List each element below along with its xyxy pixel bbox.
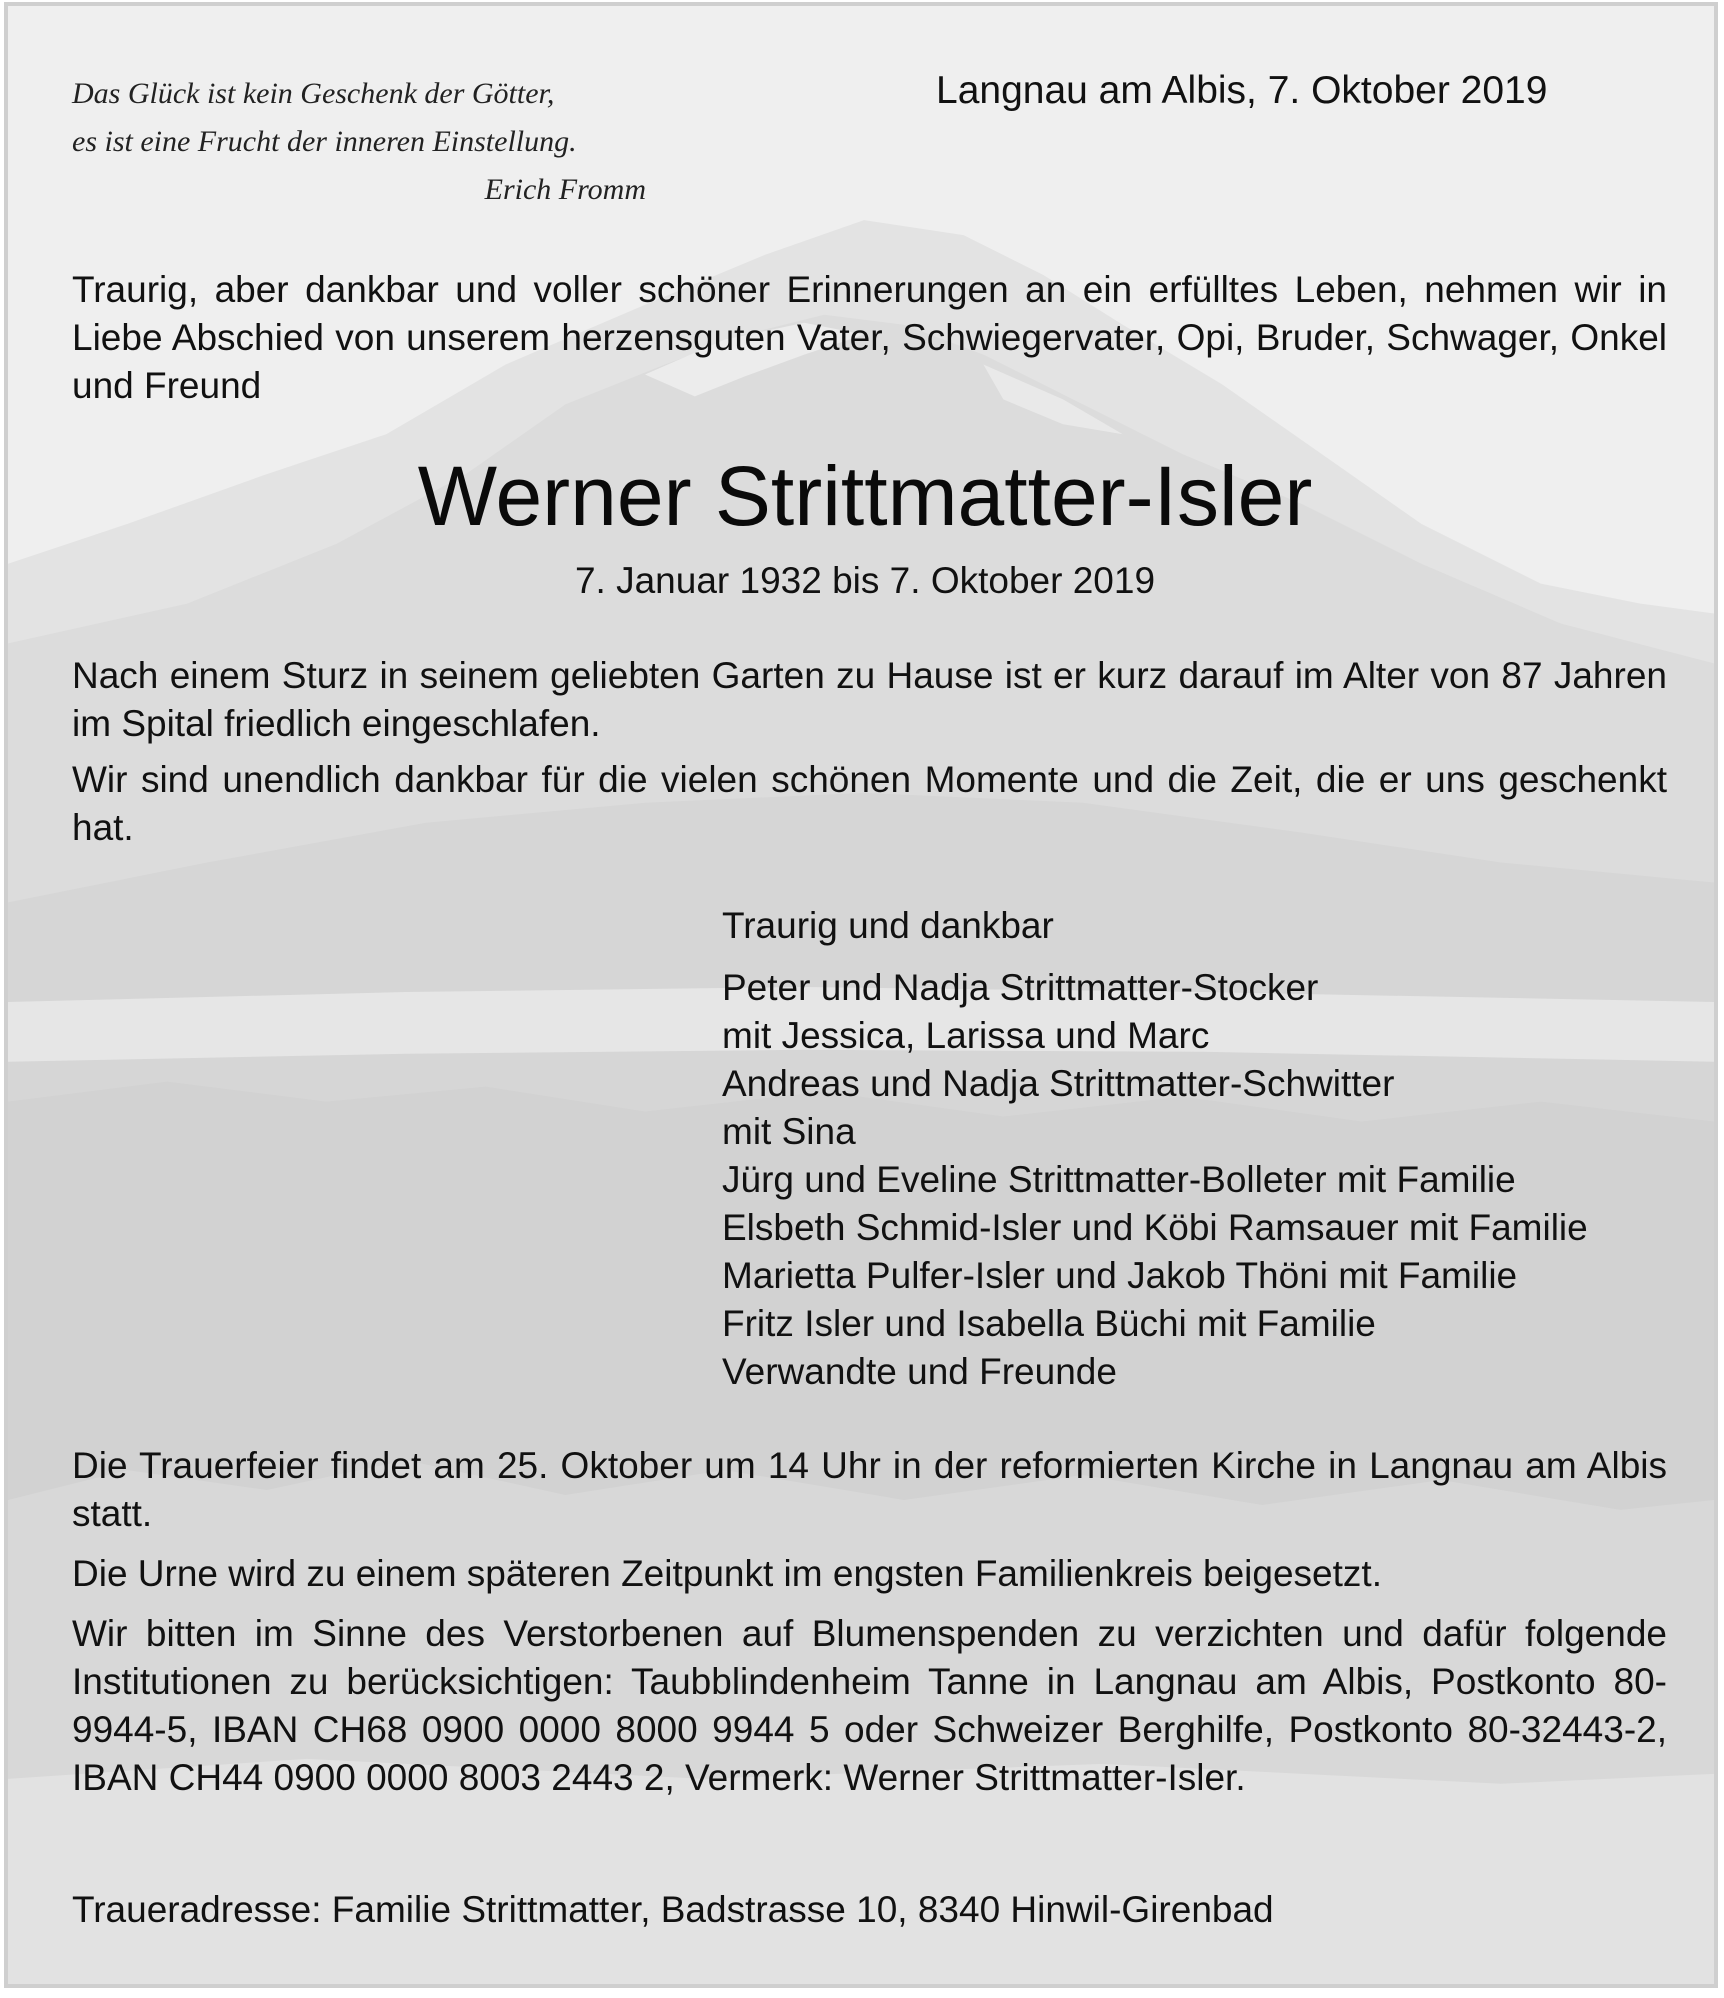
quote-line-1: Das Glück ist kein Geschenk der Götter, (72, 77, 555, 110)
obituary-notice (4, 2, 1718, 1988)
mourner-line: mit Jessica, Larissa und Marc (722, 1015, 1210, 1056)
life-dates: 7. Januar 1932 bis 7. Oktober 2019 (574, 560, 1156, 601)
body-paragraph-2: Wir sind unendlich dankbar für die vielen schönen Momente und die Zeit, die er uns geschenkt hat. (72, 759, 1667, 848)
mourner-line: Elsbeth Schmid-Isler und Köbi Ramsauer mit Familie (722, 1207, 1588, 1248)
mourner-line: Verwandte und Freunde (722, 1351, 1117, 1392)
notice-content (8, 6, 1714, 1984)
body-paragraph-1: Nach einem Sturz in seinem geliebten Garten zu Hause ist er kurz darauf im Alter von 87 Jahren im Spital friedlich eingeschlafen. (72, 655, 1667, 744)
quote-line-2: es ist eine Frucht der inneren Einstellung. (72, 125, 577, 158)
donations-paragraph: Wir bitten im Sinne des Verstorbenen auf Blumenspenden zu verzichten und dafür folgende Institutionen zu berücksichtigen: Taubblindenheim Tanne in Langnau am Albis, Postkonto 80-9944-5, IBAN CH68 0900 0000 8000 9944 5 oder Schweizer Berghilfe, Postkonto 80-32443-2, IBAN CH44 0900 0000 8003 2443 2, Vermerk: Werner Strittmatter-Isler. (72, 1613, 1667, 1798)
mourner-line: Fritz Isler und Isabella Büchi mit Familie (722, 1303, 1376, 1344)
quote-author: Erich Fromm (484, 173, 646, 206)
funeral-paragraph: Die Trauerfeier findet am 25. Oktober um 14 Uhr in der reformierten Kirche in Langnau am Albis statt. (72, 1445, 1667, 1534)
mourner-line: Peter und Nadja Strittmatter-Stocker (722, 967, 1319, 1008)
mourner-line: Andreas und Nadja Strittmatter-Schwitter (722, 1063, 1395, 1104)
intro-paragraph: Traurig, aber dankbar und voller schöner Erinnerungen an ein erfülltes Leben, nehmen wir in Liebe Abschied von unserem herzensguten Vater, Schwiegervater, Opi, Bruder, Schwager, Onkel und Freund (72, 269, 1667, 406)
mourners-heading: Traurig und dankbar (722, 905, 1054, 946)
place-and-date: Langnau am Albis, 7. Oktober 2019 (936, 69, 1548, 112)
epigraph-quote (72, 70, 652, 214)
mourner-line: mit Sina (722, 1111, 856, 1152)
mourner-line: Jürg und Eveline Strittmatter-Bolleter mit Familie (722, 1159, 1516, 1200)
mourners-list (722, 902, 1672, 1396)
mourning-address: Traueradresse: Familie Strittmatter, Badstrasse 10, 8340 Hinwil-Girenbad (72, 1889, 1274, 1930)
urn-paragraph: Die Urne wird zu einem späteren Zeitpunkt im engsten Familienkreis beigesetzt. (72, 1553, 1382, 1594)
deceased-name: Werner Strittmatter-Isler (417, 449, 1313, 543)
mourner-line: Marietta Pulfer-Isler und Jakob Thöni mit Familie (722, 1255, 1518, 1296)
